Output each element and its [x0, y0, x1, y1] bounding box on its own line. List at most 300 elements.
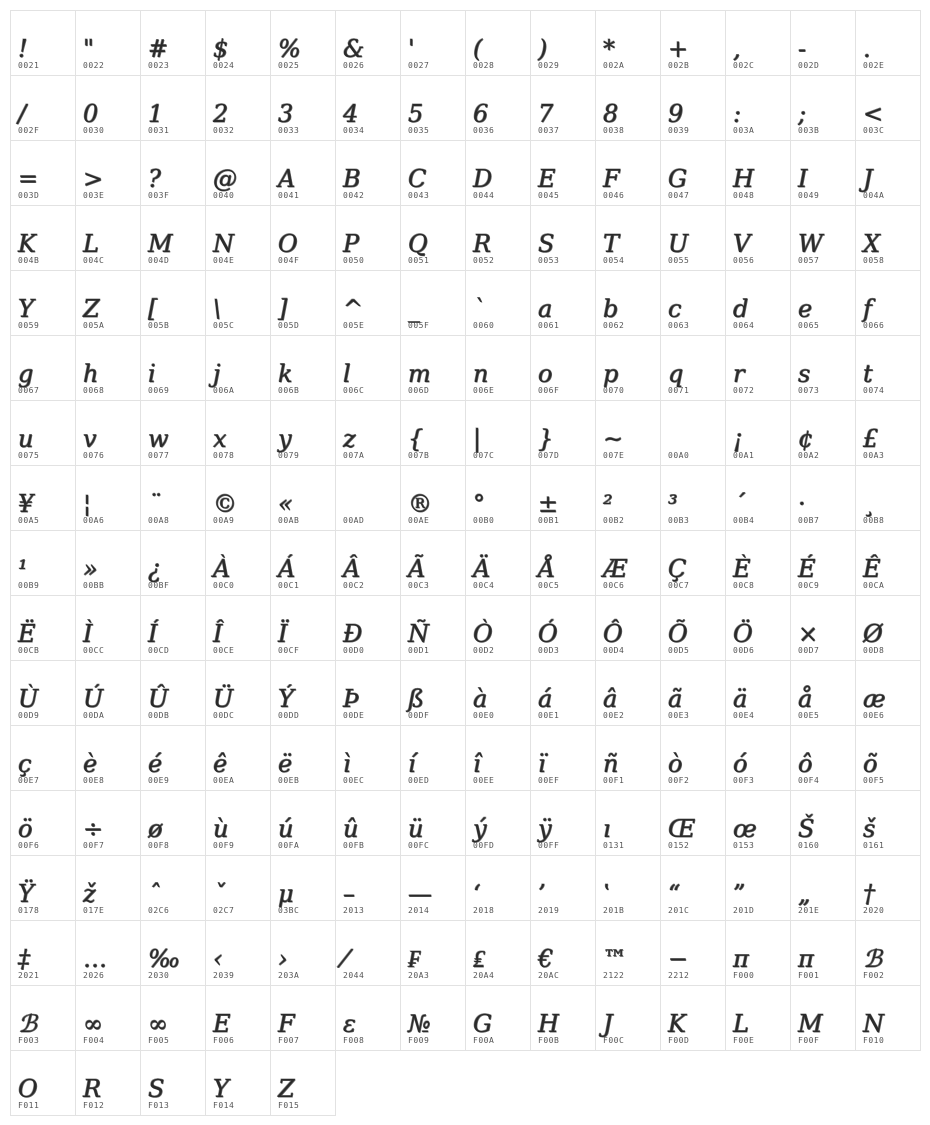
glyph-code-label: 201B — [603, 906, 625, 915]
glyph-code-label: 00F6 — [18, 841, 40, 850]
glyph-sample: V — [733, 230, 750, 258]
glyph-sample: ¢ — [798, 425, 813, 453]
glyph-cell — [335, 530, 401, 596]
glyph-code-label: 00C9 — [798, 581, 820, 590]
glyph-code-label: 00A9 — [213, 516, 235, 525]
glyph-cell — [725, 465, 791, 531]
glyph-code-label: 00E9 — [148, 776, 170, 785]
glyph-code-label: 00C2 — [343, 581, 365, 590]
glyph-code-label: 0036 — [473, 126, 495, 135]
glyph-sample: O — [18, 1075, 37, 1103]
glyph-code-label: 0041 — [278, 191, 300, 200]
glyph-cell — [75, 660, 141, 726]
glyph-cell — [790, 10, 856, 76]
glyph-sample — [343, 472, 397, 516]
glyph-sample: ö — [18, 815, 32, 843]
glyph-sample: c — [668, 295, 681, 323]
glyph-cell — [855, 270, 921, 336]
glyph-sample: ¨ — [148, 490, 159, 518]
glyph-sample: b — [603, 295, 618, 323]
glyph-code-label: 00FD — [473, 841, 495, 850]
glyph-cell — [400, 140, 466, 206]
glyph-code-label: 00CC — [83, 646, 105, 655]
glyph-sample: , — [733, 35, 740, 63]
glyph-code-label: 0057 — [798, 256, 820, 265]
glyph-cell — [660, 465, 726, 531]
glyph-sample: … — [83, 945, 106, 973]
glyph-code-label: 0055 — [668, 256, 690, 265]
glyph-code-label: 201E — [798, 906, 820, 915]
glyph-code-label: 20A3 — [408, 971, 430, 980]
glyph-code-label: 00D2 — [473, 646, 495, 655]
glyph-sample: _ — [408, 295, 419, 323]
glyph-cell — [855, 530, 921, 596]
glyph-sample: R — [83, 1075, 101, 1103]
glyph-cell — [335, 75, 401, 141]
glyph-code-label: 0033 — [278, 126, 300, 135]
glyph-cell — [75, 530, 141, 596]
glyph-sample: ˆ — [148, 880, 159, 908]
glyph-cell — [725, 530, 791, 596]
glyph-cell — [530, 725, 596, 791]
glyph-cell — [140, 205, 206, 271]
glyph-sample: € — [538, 945, 553, 973]
glyph-cell — [530, 75, 596, 141]
glyph-sample: Ê — [863, 555, 880, 583]
glyph-sample: " — [83, 35, 94, 63]
glyph-sample: = — [18, 165, 38, 193]
glyph-sample: ü — [408, 815, 423, 843]
glyph-sample: “ — [668, 880, 680, 908]
glyph-code-label: 00C3 — [408, 581, 430, 590]
glyph-cell — [465, 855, 531, 921]
glyph-code-label: 0061 — [538, 321, 560, 330]
glyph-cell — [725, 140, 791, 206]
glyph-sample: ³ — [668, 490, 677, 518]
glyph-code-label: 0152 — [668, 841, 690, 850]
glyph-cell — [660, 270, 726, 336]
glyph-code-label: 00D5 — [668, 646, 690, 655]
glyph-code-label: 2018 — [473, 906, 495, 915]
glyph-cell — [10, 790, 76, 856]
glyph-code-label: 0045 — [538, 191, 560, 200]
glyph-code-label: 00F7 — [83, 841, 105, 850]
glyph-cell — [10, 140, 76, 206]
glyph-code-label: 0056 — [733, 256, 755, 265]
glyph-sample: ‰ — [148, 945, 180, 973]
glyph-code-label: 00CF — [278, 646, 300, 655]
glyph-cell — [10, 10, 76, 76]
glyph-cell — [400, 335, 466, 401]
glyph-sample: \ — [213, 295, 221, 323]
glyph-sample: õ — [863, 750, 877, 778]
glyph-code-label: 005D — [278, 321, 300, 330]
glyph-sample: Æ — [603, 555, 627, 583]
glyph-code-label: 20A4 — [473, 971, 495, 980]
glyph-sample: 0 — [83, 100, 98, 128]
glyph-cell — [725, 790, 791, 856]
glyph-sample: Ä — [473, 555, 490, 583]
glyph-code-label: 0070 — [603, 386, 625, 395]
glyph-sample: ₤ — [473, 945, 484, 973]
glyph-code-label: F002 — [863, 971, 885, 980]
glyph-cell — [335, 140, 401, 206]
glyph-cell — [270, 530, 336, 596]
glyph-cell — [465, 595, 531, 661]
glyph-cell — [530, 920, 596, 986]
glyph-cell — [10, 530, 76, 596]
glyph-code-label: 0153 — [733, 841, 755, 850]
glyph-code-label: 0161 — [863, 841, 885, 850]
glyph-code-label: F00A — [473, 1036, 495, 1045]
glyph-sample: ° — [473, 490, 484, 518]
glyph-sample: B — [343, 165, 360, 193]
glyph-sample: E — [538, 165, 555, 193]
glyph-code-label: 00DF — [408, 711, 430, 720]
glyph-cell — [140, 10, 206, 76]
glyph-cell — [595, 140, 661, 206]
glyph-code-label: 0160 — [798, 841, 820, 850]
glyph-code-label: F003 — [18, 1036, 40, 1045]
glyph-code-label: F00E — [733, 1036, 755, 1045]
glyph-cell — [75, 75, 141, 141]
glyph-code-label: 002D — [798, 61, 820, 70]
glyph-cell — [335, 985, 401, 1051]
glyph-code-label: 0029 — [538, 61, 560, 70]
glyph-code-label: 00CE — [213, 646, 235, 655]
glyph-sample: : — [733, 100, 741, 128]
glyph-sample: ® — [408, 490, 431, 518]
glyph-cell — [205, 465, 271, 531]
glyph-code-label: 004C — [83, 256, 105, 265]
glyph-sample: № — [408, 1010, 430, 1038]
glyph-cell — [790, 140, 856, 206]
glyph-cell — [270, 10, 336, 76]
glyph-code-label: 00D0 — [343, 646, 365, 655]
glyph-code-label: 006B — [278, 386, 300, 395]
glyph-sample: H — [538, 1010, 558, 1038]
glyph-code-label: 0076 — [83, 451, 105, 460]
glyph-code-label: 0040 — [213, 191, 235, 200]
glyph-cell — [335, 465, 401, 531]
glyph-sample: ù — [213, 815, 228, 843]
glyph-sample: ã — [668, 685, 682, 713]
glyph-sample: ì — [343, 750, 350, 778]
glyph-sample: Ÿ — [18, 880, 33, 908]
glyph-code-label: 00E1 — [538, 711, 560, 720]
glyph-cell — [855, 465, 921, 531]
glyph-sample: Ð — [343, 620, 362, 648]
glyph-sample — [668, 407, 722, 451]
glyph-sample: Ç — [668, 555, 686, 583]
glyph-cell — [595, 790, 661, 856]
glyph-code-label: 00C6 — [603, 581, 625, 590]
glyph-code-label: 00A5 — [18, 516, 40, 525]
glyph-sample: z — [343, 425, 355, 453]
glyph-code-label: 0060 — [473, 321, 495, 330]
glyph-sample: L — [733, 1010, 748, 1038]
glyph-sample: Q — [408, 230, 427, 258]
glyph-cell — [10, 985, 76, 1051]
glyph-sample: ‡ — [18, 945, 29, 973]
glyph-cell — [335, 595, 401, 661]
glyph-cell — [10, 335, 76, 401]
glyph-sample: k — [278, 360, 292, 388]
glyph-sample: y — [278, 425, 291, 453]
glyph-grid — [10, 10, 920, 1115]
glyph-cell — [530, 270, 596, 336]
glyph-code-label: 003F — [148, 191, 170, 200]
glyph-sample: ‛ — [603, 880, 610, 908]
glyph-code-label: 00F4 — [798, 776, 820, 785]
glyph-cell — [75, 595, 141, 661]
glyph-code-label: 00DB — [148, 711, 170, 720]
glyph-cell — [270, 985, 336, 1051]
glyph-code-label: 00F3 — [733, 776, 755, 785]
glyph-code-label: 00D8 — [863, 646, 885, 655]
glyph-cell — [400, 10, 466, 76]
glyph-code-label: 00C4 — [473, 581, 495, 590]
glyph-cell — [725, 270, 791, 336]
glyph-sample: Î — [213, 620, 222, 648]
glyph-cell — [335, 855, 401, 921]
glyph-sample: Ø — [863, 620, 882, 648]
glyph-code-label: 0025 — [278, 61, 300, 70]
glyph-sample: - — [798, 35, 806, 63]
glyph-sample: / — [18, 100, 26, 128]
glyph-sample: Ó — [538, 620, 557, 648]
glyph-code-label: 004E — [213, 256, 235, 265]
glyph-code-label: 0023 — [148, 61, 170, 70]
glyph-sample: Û — [148, 685, 168, 713]
glyph-code-label: 0048 — [733, 191, 755, 200]
glyph-cell — [400, 205, 466, 271]
glyph-code-label: 00AD — [343, 516, 365, 525]
glyph-sample: C — [408, 165, 426, 193]
glyph-sample: ' — [408, 35, 414, 63]
glyph-cell — [10, 595, 76, 661]
glyph-cell — [595, 855, 661, 921]
glyph-cell — [75, 465, 141, 531]
glyph-cell — [10, 660, 76, 726]
glyph-cell — [725, 985, 791, 1051]
glyph-code-label: 0068 — [83, 386, 105, 395]
glyph-code-label: 00E0 — [473, 711, 495, 720]
glyph-code-label: F015 — [278, 1101, 300, 1110]
glyph-sample: Ú — [83, 685, 103, 713]
glyph-code-label: 0178 — [18, 906, 40, 915]
glyph-code-label: 0027 — [408, 61, 430, 70]
glyph-cell — [530, 465, 596, 531]
glyph-sample: & — [343, 35, 364, 63]
glyph-cell — [10, 400, 76, 466]
glyph-sample: 2 — [213, 100, 228, 128]
glyph-sample: K — [18, 230, 35, 258]
glyph-cell — [400, 660, 466, 726]
glyph-cell — [140, 400, 206, 466]
glyph-code-label: 00BF — [148, 581, 170, 590]
glyph-cell — [725, 10, 791, 76]
glyph-sample: ı — [603, 815, 610, 843]
glyph-cell — [75, 790, 141, 856]
glyph-cell — [270, 400, 336, 466]
glyph-sample: 6 — [473, 100, 488, 128]
glyph-sample: Ö — [733, 620, 752, 648]
glyph-sample: û — [343, 815, 358, 843]
glyph-code-label: 0069 — [148, 386, 170, 395]
glyph-code-label: 00ED — [408, 776, 430, 785]
glyph-sample: ÷ — [83, 815, 103, 843]
glyph-cell — [660, 920, 726, 986]
glyph-sample: % — [278, 35, 300, 63]
glyph-code-label: 0064 — [733, 321, 755, 330]
glyph-code-label: 0043 — [408, 191, 430, 200]
glyph-cell — [75, 140, 141, 206]
glyph-sample: ç — [18, 750, 31, 778]
glyph-cell — [205, 660, 271, 726]
glyph-code-label: F006 — [213, 1036, 235, 1045]
glyph-code-label: 00A6 — [83, 516, 105, 525]
glyph-sample: x — [213, 425, 226, 453]
glyph-cell — [205, 595, 271, 661]
glyph-sample: æ — [863, 685, 885, 713]
glyph-code-label: 00B2 — [603, 516, 625, 525]
glyph-cell — [465, 985, 531, 1051]
glyph-sample: 9 — [668, 100, 683, 128]
glyph-code-label: 0059 — [18, 321, 40, 330]
glyph-sample: $ — [213, 35, 228, 63]
glyph-code-label: F00B — [538, 1036, 560, 1045]
glyph-code-label: 00B8 — [863, 516, 885, 525]
glyph-sample: Z — [83, 295, 99, 323]
glyph-code-label: 0022 — [83, 61, 105, 70]
glyph-cell — [530, 400, 596, 466]
glyph-cell — [270, 335, 336, 401]
glyph-code-label: 00C1 — [278, 581, 300, 590]
glyph-cell — [790, 465, 856, 531]
glyph-code-label: F001 — [798, 971, 820, 980]
glyph-cell — [660, 985, 726, 1051]
glyph-cell — [270, 595, 336, 661]
glyph-cell — [790, 790, 856, 856]
glyph-sample: { — [408, 425, 423, 453]
glyph-code-label: 0031 — [148, 126, 170, 135]
glyph-cell — [75, 1050, 141, 1116]
glyph-code-label: 201D — [733, 906, 755, 915]
glyph-sample: ℬ — [863, 945, 881, 973]
glyph-cell — [855, 855, 921, 921]
glyph-code-label: 0037 — [538, 126, 560, 135]
glyph-sample: ₣ — [408, 945, 419, 973]
glyph-sample: ² — [603, 490, 612, 518]
glyph-cell — [75, 985, 141, 1051]
glyph-cell — [140, 920, 206, 986]
glyph-cell — [790, 75, 856, 141]
glyph-cell — [530, 660, 596, 726]
glyph-code-label: 02C7 — [213, 906, 235, 915]
glyph-code-label: 00B9 — [18, 581, 40, 590]
glyph-cell — [140, 270, 206, 336]
glyph-sample: N — [213, 230, 233, 258]
glyph-cell — [595, 725, 661, 791]
glyph-cell — [205, 270, 271, 336]
glyph-cell — [660, 75, 726, 141]
glyph-code-label: 00AE — [408, 516, 430, 525]
glyph-code-label: 006E — [473, 386, 495, 395]
glyph-cell — [660, 205, 726, 271]
glyph-cell — [270, 1050, 336, 1116]
glyph-code-label: 2030 — [148, 971, 170, 980]
glyph-code-label: 0065 — [798, 321, 820, 330]
glyph-sample: d — [733, 295, 748, 323]
glyph-cell — [595, 530, 661, 596]
glyph-cell — [595, 660, 661, 726]
glyph-cell — [595, 465, 661, 531]
glyph-cell — [335, 790, 401, 856]
glyph-cell — [660, 660, 726, 726]
glyph-sample: ÿ — [538, 815, 551, 843]
glyph-code-label: 00EE — [473, 776, 495, 785]
glyph-sample: œ — [733, 815, 756, 843]
glyph-sample: 1 — [148, 100, 163, 128]
glyph-code-label: 002C — [733, 61, 755, 70]
glyph-code-label: 02C6 — [148, 906, 170, 915]
glyph-cell — [530, 530, 596, 596]
glyph-code-label: 0077 — [148, 451, 170, 460]
glyph-sample: Í — [148, 620, 157, 648]
glyph-cell — [205, 790, 271, 856]
glyph-sample: Ù — [18, 685, 38, 713]
glyph-code-label: 005F — [408, 321, 430, 330]
glyph-code-label: F005 — [148, 1036, 170, 1045]
glyph-sample: H — [733, 165, 753, 193]
glyph-sample: M — [148, 230, 172, 258]
glyph-cell — [595, 270, 661, 336]
glyph-sample: Y — [213, 1075, 228, 1103]
glyph-sample: Ï — [278, 620, 287, 648]
glyph-code-label: F00C — [603, 1036, 625, 1045]
glyph-sample: e — [798, 295, 812, 323]
glyph-sample: ! — [18, 35, 27, 63]
glyph-sample: o — [538, 360, 552, 388]
glyph-code-label: 0046 — [603, 191, 625, 200]
glyph-code-label: 2021 — [18, 971, 40, 980]
glyph-code-label: 201C — [668, 906, 690, 915]
glyph-sample: À — [213, 555, 230, 583]
glyph-code-label: 0072 — [733, 386, 755, 395]
glyph-code-label: 007D — [538, 451, 560, 460]
glyph-cell — [75, 335, 141, 401]
glyph-cell — [855, 140, 921, 206]
glyph-code-label: 00B3 — [668, 516, 690, 525]
glyph-code-label: 203A — [278, 971, 300, 980]
glyph-sample: D — [473, 165, 492, 193]
glyph-code-label: 0039 — [668, 126, 690, 135]
glyph-code-label: 00DA — [83, 711, 105, 720]
glyph-sample: ɛ — [343, 1010, 355, 1038]
glyph-sample: F — [603, 165, 619, 193]
glyph-sample: ‹ — [213, 945, 222, 973]
glyph-code-label: 00CB — [18, 646, 40, 655]
glyph-cell — [790, 205, 856, 271]
glyph-code-label: 00A1 — [733, 451, 755, 460]
glyph-code-label: 002B — [668, 61, 690, 70]
glyph-cell — [75, 10, 141, 76]
glyph-cell — [205, 725, 271, 791]
glyph-sample: Ë — [18, 620, 35, 648]
glyph-sample: ò — [668, 750, 682, 778]
glyph-sample: # — [148, 35, 168, 63]
